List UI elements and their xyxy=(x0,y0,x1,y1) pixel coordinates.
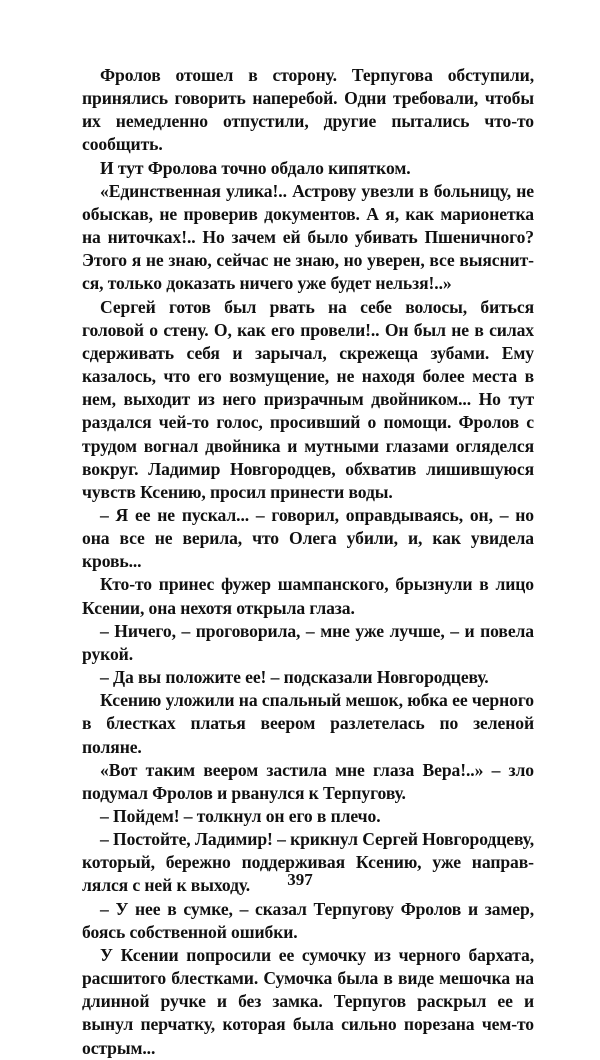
page-number: 397 xyxy=(287,870,313,889)
paragraph: Ксению уложили на спальный мешок, юбка ее черного в блестках платья веером разлетелась по зеленой поляне. xyxy=(82,690,534,757)
paragraph: – У нее в сумке, – сказал Терпугову Фролов и замер, боясь собственной ошибки. xyxy=(82,898,534,942)
paragraph: Сергей готов был рвать на себе волосы, биться головой о стену. О, как его провели!.. Он был не в силах сдерживать себя и зарычал, скрежеща зубами. Ему казалось, что его возмущение, не находя более места в нем, выходит из него призрачным двойником... Но тут раздался чей-то голос, просивший о помощи. Фролов с трудом вогнал двойника и мутными глазами огляделся вокруг. Ладимир Новгородцев, обхватив лишившуюся чувств Ксению, просил принести воды. xyxy=(82,296,534,502)
paragraph: – Ничего, – проговорила, – мне уже лучше, – и повела рукой. xyxy=(82,620,534,664)
paragraph: – Постойте, Ладимир! – крикнул Сергей Новгородцеву, который, бережно поддерживая Ксению, уже направлялся с ней к выходу. xyxy=(82,829,535,896)
paragraph: – Да вы положите ее! – подсказали Новгородцеву. xyxy=(100,667,489,688)
paragraph: – Я ее не пускал... – говорил, оправдываясь, он, – но она все не верила, что Олега убили, и, как увидела кровь... xyxy=(82,504,534,572)
body-text xyxy=(82,64,534,1060)
paragraph: Фролов отошел в сторону. Терпугова обступили, принялись говорить наперебой. Одни требовали, чтобы их немедленно отпустили, другие пытались что-то сообщить. xyxy=(82,65,534,155)
paragraph: «Единственная улика!.. Астрову увезли в больницу, не обыскав, не проверив документов. А я, как марионетка на ниточках!.. Но зачем ей было убивать Пшеничного? Этого я не знаю, сейчас не знаю, но уверен, все выяснится, только доказать ничего уже будет нельзя!..» xyxy=(82,180,534,294)
paragraph: И тут Фролова точно обдало кипятком. xyxy=(100,157,411,178)
paragraph: «Вот таким веером застила мне глаза Вера!..» – зло подумал Фролов и рванулся к Терпугову. xyxy=(82,759,534,803)
paragraph: Кто-то принес фужер шампанского, брызнули в лицо Ксении, она нехотя открыла глаза. xyxy=(82,574,534,618)
paragraph: У Ксении попросили ее сумочку из черного бархата, расшитого блестками. Сумочка была в виде мешочка на длинной ручке и без замка. Терпугов раскрыл ее и вынул перчатку, которая была сильно порезана чем-то острым... xyxy=(82,944,534,1058)
paragraph: – Пойдем! – толкнул он его в плечо. xyxy=(100,806,381,826)
